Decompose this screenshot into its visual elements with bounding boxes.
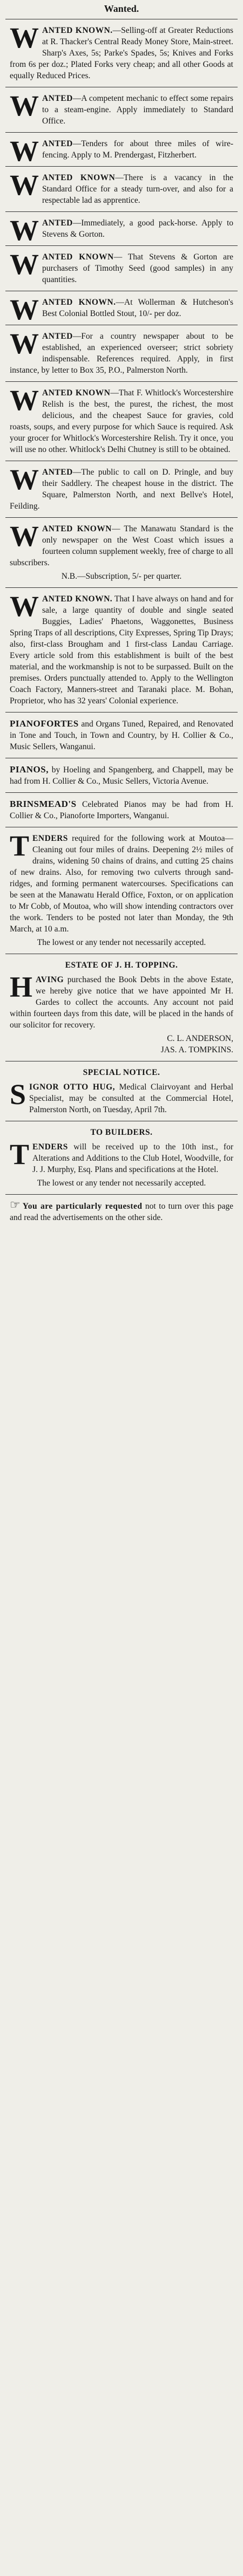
ad-signature-2: JAS. A. TOMPKINS. [160,1045,233,1054]
drop-cap: S [10,1078,26,1111]
ad-lead: ANTED KNOWN [42,388,111,398]
ad-wanted-known-standard [5,517,238,587]
ad-lead: ANTED [42,332,73,341]
ad-body: —Immediately, a good pack-horse. Apply to Stevens & Gorton. [42,218,233,239]
section-header: Wanted. [104,3,139,14]
ad-wanted-mechanic [5,87,238,132]
ad-title: SPECIAL NOTICE. [83,1068,160,1077]
ad-lead: You are particularly requested [22,1202,143,1211]
ad-body: by Hoeling and Spangenberg, and Chappell, may be had from H. Collier & Co., Music Sellers, Victoria Avenue. [10,765,233,786]
drop-cap: W [10,248,39,280]
ad-lead: ENDERS [32,834,68,843]
ad-special-notice [5,1061,238,1121]
drop-cap: W [10,22,39,54]
drop-cap: W [10,520,39,552]
ad-wanted-tenders-fencing [5,132,238,166]
ad-body: —At Wollerman & Hutcheson's Best Colonial Bottled Stout, 10/- per doz. [42,298,233,318]
ad-lead: ANTED KNOWN. [42,298,116,307]
ad-wanted-known-thacker [5,19,238,87]
drop-cap: T [10,830,30,862]
drop-cap: W [10,169,39,201]
ad-lead: ANTED [42,94,73,103]
ad-wanted-pack-horse [5,211,238,245]
ad-lead: ANTED KNOWN [42,252,114,262]
ad-wanted-pringle-saddlery [5,461,238,517]
ad-body: —There is a vacancy in the Standard Office for a steady turn-over, and also for a respectable lad as apprentice. [42,173,233,205]
ad-body: —For a country newspaper about to be established, an experienced overseer; strict sobriety indispensable. References required. Apply, in first instance, by letter to Box 35, P.O., Palmerston North. [10,332,233,375]
ad-lead: ANTED [42,139,73,148]
ad-lead: AVING [36,975,64,984]
ad-signature: C. L. ANDERSON, [167,1034,233,1043]
ad-lead: PIANOS, [10,764,49,775]
drop-cap: W [10,463,39,496]
ad-body: — The Manawatu Standard is the only newspaper on the West Coast which issues a fourteen column supplement weekly, free of charge to all subscribers. [10,524,233,567]
drop-cap: W [10,214,39,246]
ad-pianos [5,758,238,792]
ad-pointing-hand-notice [5,1194,238,1229]
drop-cap: W [10,90,39,122]
ad-wanted-known-stout [5,291,238,325]
ad-note: The lowest or any tender not necessarily accepted. [37,1179,206,1188]
ad-lead: ANTED KNOWN [42,524,112,533]
drop-cap: W [10,590,39,622]
ad-lead: ANTED KNOWN [42,173,116,182]
drop-cap: W [10,327,39,360]
drop-cap: W [10,135,39,167]
ad-wanted-overseer [5,325,238,381]
ad-body: — That Stevens & Gorton are purchasers of Timothy Seed (good samples) in any quantities. [42,252,234,284]
ad-lead: ANTED KNOWN. [42,594,113,604]
ad-brinsmead-pianos [5,792,238,827]
ad-note: The lowest or any tender not necessarily accepted. [37,938,206,947]
pointing-hand-icon: ☞ [10,1198,21,1211]
ad-body: —The public to call on D. Pringle, and buy their Saddlery. The cheapest house in the district. The Square, Palmerston North, and next Bellve's Hotel, Feilding. [10,468,233,511]
ad-lead: IGNOR OTTO HUG, [29,1083,116,1092]
ad-wanted-known-coach-factory [5,587,238,712]
ad-lead: ENDERS [32,1142,68,1152]
ad-lead: ANTED [42,218,73,228]
ad-body: and Organs Tuned, Repaired, and Renovated in Tone and Touch, in Town and Country, by H. Collier & Co., Music Sellers, Wanganui. [10,720,233,751]
ad-lead: BRINSMEAD'S [10,799,77,809]
ad-estate-topping [5,954,238,1061]
ad-to-builders [5,1121,238,1194]
ad-body: —A competent mechanic to effect some repairs to a steam-engine. Apply immediately to Standard Office. [42,94,233,126]
ad-body: —That F. Whitlock's Worcestershire Relish is the best, the purest, the richest, the most delicious, and the cheapest Sauce for gravies, cold roasts, soups, and every purpose for which Sauce is required. Ask your grocer for Whitlock's Worcestershire Relish. Try it once, you will use no other. Whitlock's Delhi Chutney is still to be obtained. [10,388,233,454]
drop-cap: H [10,971,33,1003]
drop-cap: W [10,384,39,416]
ad-body: will be received up to the 10th inst., for Alterations and Additions to the Club Hotel, Woodville, for J. J. Murphy, Esq. Plans and specifications at the Hotel. [32,1142,233,1174]
ad-lead: ANTED KNOWN. [42,26,113,35]
ad-wanted-known-whitlock-relish [5,381,238,461]
ad-title: ESTATE OF J. H. TOPPING. [65,961,178,970]
ad-body: Celebrated Pianos may be had from H. Collier & Co., Pianoforte Importers, Wanganui. [10,800,233,820]
ad-body: That I have always on hand and for sale, a large quantity of double and single seated Buggies, Ladies' Phaetons, Waggonettes, Business Spring Traps of all descriptions, City Expresses, Spring Tip Drays; also, first-class Brougham and 1 first-class Landau Carriage. Every article sold from this establishment is built of the best material, and the workmanship is not to be surpassed. Built on the premises. Orders punctually attended to. Apply to the Wellington Coach Factory, Manners-street and Taranaki place. M. Bohan, Proprietor, who has 32 years' Colonial experience. [10,594,233,705]
ad-title: TO BUILDERS. [90,1128,153,1137]
ad-wanted-known-timothy-seed [5,245,238,291]
ad-wanted-known-vacancy [5,166,238,211]
ad-pianofortes [5,712,238,758]
ad-body: —Tenders for about three miles of wire-fencing. Apply to M. Prendergast, Fitzherbert. [42,139,233,160]
ad-lead: PIANOFORTES [10,718,79,729]
ad-lead: ANTED [42,468,73,477]
ad-note: N.B.—Subscription, 5/- per quarter. [61,572,182,581]
ad-body: not to turn over this page and read the advertisements on the other side. [10,1202,233,1222]
ad-tenders-moutoa [5,827,238,954]
ad-body: required for the following work at Moutoa— Cleaning out four miles of drains. Deepening 2½ miles of drains, widening 50 chains of drains, and cutting 25 chains of new drains. Also, for removing two culverts through sand-ridges, and forming permanent watercourses. Specifications can be seen at the Manawatu Herald Office, Foxton, or on application to Mr Cobb, of Moutoa, who will show intending contractors over the work. Tenders to be posted not later than Monday, the 9th March, at 10 a.m. [10,834,233,934]
ad-body: purchased the Book Debts in the above Estate, we hereby give notice that we have appointed Mr H. Gardes to collect the accounts. Any account not paid within fourteen days from this date, will be placed in the hands of our solicitor for recovery. [10,975,233,1030]
ad-body: Medical Clairvoyant and Herbal Specialist, may be consulted at the Commercial Hotel, Palmerston North, on Tuesday, April 7th. [29,1083,233,1114]
drop-cap: T [10,1138,30,1170]
ad-body: —Selling-off at Greater Reductions at R. Thacker's Central Ready Money Store, Main-street. Sharp's Axes, 5s; Parke's Spades, 5s; Knives and Forks from 6s per doz.; Plated Forks very cheap; and all other Goods at equally Reduced Prices. [10,26,233,80]
drop-cap: W [10,293,39,326]
